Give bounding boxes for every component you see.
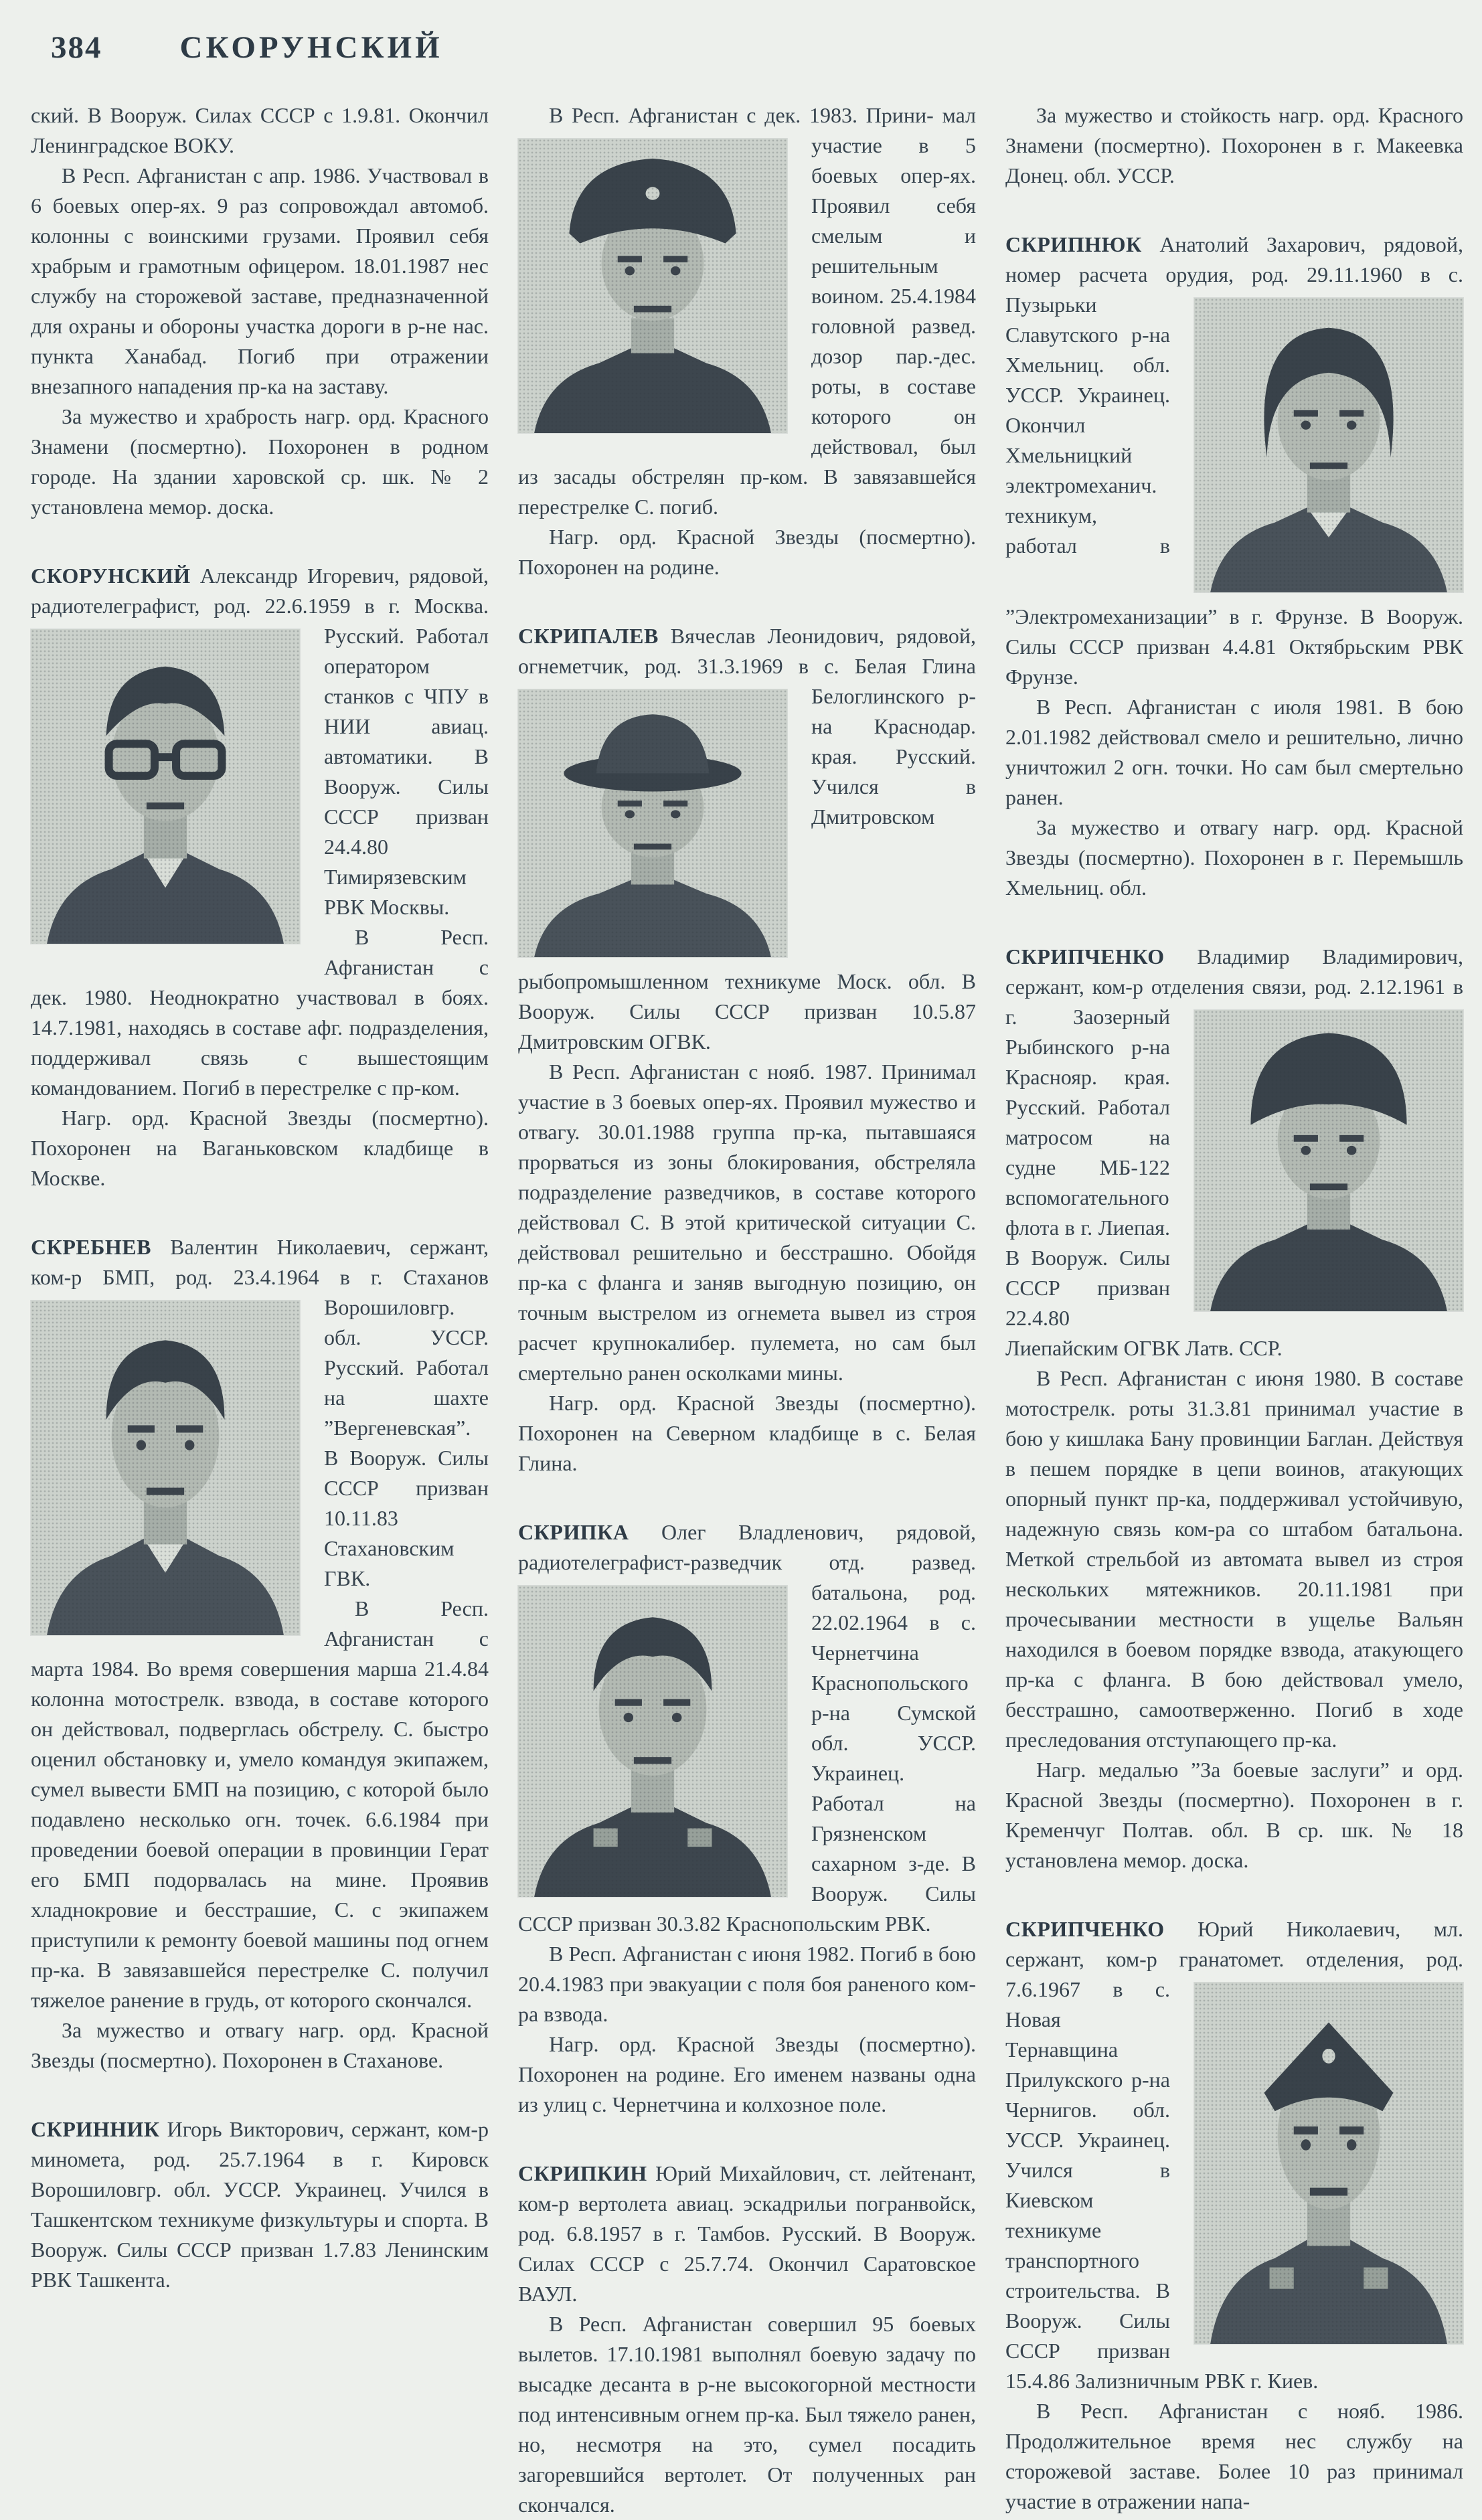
paragraph: В Респ. Афганистан с дек. 1980. Неоднократно участвовал в боях. 14.7.1981, находясь в составе афг. подразделения, поддерживал связь с вышестоящим командованием. Погиб в перестрелке с пр-ком.	[31, 925, 489, 1100]
entry-intro: Александр Игоревич, рядовой, радиотелеграфист, род. 22.6.1959 в	[31, 564, 489, 618]
portrait-photo-beret	[518, 139, 787, 433]
paragraph: В Респ. Афганистан с июня 1980. В составе мотострелк. роты 31.3.81 принимал участие в бою у кишлака Бану провинции Баглан. Действуя в пешем порядке в цепи воинов, атакующих опорный пункт пр-ка, поддерживал устойчивую, надежную связь ком-ра со штабом батальона. Меткой стрельбой из автомата вывел из строя нескольких мятежников. 20.11.1981 при прочесывании местности в ущелье Вальян находился в боевом порядке взвода, атакующего пр-ка с фланга. В бою действовал умело, бесстрашно, самоотверженно. Погиб в ходе преследования отступающего пр-ка.	[1005, 1366, 1463, 1752]
entry-intro: Игорь Викторович, сержант, ком-р миномета, род. 25.7.1964 в г. Кировск Ворошиловгр. обл. УССР. Украинец. Учился в Ташкентском техникуме физкультуры и спорта. В Вооруж. Силы СССР призван 1.7.83 Ленинским РВК Ташкента.	[31, 2117, 489, 2292]
entry-text: 29.11.1960 в с. Пузырьки Славутского р-на Хмельниц. обл. УССР. Украинец. Окончил Хмельницкий электромеханич. техникум, работал в ”Электромеханизации” в г. Фрунзе. В Вооруж. Силы СССР призван 4.4.81 Октябрьским РВК Фрунзе.	[1005, 262, 1464, 689]
paragraph: В Респ. Афганистан с июня 1982. Погиб в бою 20.4.1983 при эвакуации с поля боя раненого ком-ра взвода.	[518, 1942, 976, 2026]
portrait-photo-civilian	[1194, 298, 1463, 592]
entry-headword: СКРЕБНЕВ	[31, 1235, 151, 1259]
entry-skorunsky	[31, 561, 489, 1193]
entry-text: род. 7.6.1967 в с. Новая Тернавщина Прилукского р-на Чернигов. обл. УССР. Украинец. Учился в Киевском техникуме транспортного строительства. В Вооруж. Силы СССР призван 15.4.86 Зализничным РВК г. Киев.	[1005, 1947, 1464, 2393]
entry-head	[1005, 230, 1463, 692]
entry-head	[31, 1232, 489, 1594]
portrait-photo-helmet	[1194, 1010, 1463, 1311]
column-1	[31, 100, 489, 2520]
portrait-photo-plain	[31, 1300, 300, 1635]
entry-skripchenko-vladimir	[1005, 942, 1463, 1875]
entry-text: Стаханов Ворошиловгр. обл. УССР. Русский. Работал на шахте ”Вергеневская”. В Вооруж. Силы СССР призван 10.11.83 Стахановским ГВК.	[324, 1265, 489, 1590]
entry-intro: Анатолий Захарович, рядовой, номер расчета орудия, род.	[1005, 232, 1464, 286]
entry-skrinnik	[31, 2114, 489, 2295]
portrait-photo-garrison-cap	[1194, 1983, 1463, 2344]
entry-skripnyuk	[1005, 230, 1463, 903]
portrait-photo-hat	[518, 689, 787, 957]
entry-intro: Вячеслав Леонидович, рядовой, огнеметчик, род. 31.3.1969 в с. Белая	[518, 624, 977, 678]
entry-skripalev	[518, 621, 976, 1479]
entry-skripchenko-yury	[1005, 1914, 1463, 2517]
entry-head	[1005, 1914, 1463, 2396]
entry-text: 2.12.1961 в г. Заозерный Рыбинского р-на Краснояр. края. Русский. Работал матросом на судне МБ-122 вспомогательного флота в г. Лиепая. В Вооруж. Силы СССР призван 22.4.80 Лиепайским ОГВК Латв. ССР.	[1005, 975, 1464, 1360]
entry-intro: Юрий Михайлович, ст. лейтенант, ком-р вертолета авиац. эскадрильи погранвойск, род. 6.8.1957 в г. Тамбов. Русский. В Вооруж. Силах СССР с 25.7.74. Окончил Саратовское ВАУЛ.	[518, 2161, 977, 2306]
column-2	[518, 100, 976, 2520]
entry-skripkin	[518, 2159, 976, 2520]
entry-intro: Валентин Николаевич, сержант, ком-р БМП, род. 23.4.1964 в г.	[31, 1235, 489, 1289]
entry-headword: СКРИПЧЕНКО	[1005, 1917, 1165, 1941]
entry-head	[518, 621, 976, 1057]
columns	[31, 100, 1465, 2520]
entry-head	[518, 1517, 976, 1939]
entry-skrebnev	[31, 1232, 489, 2076]
paragraph: За мужество и отвагу нагр. орд. Красной Звезды (посмертно). Похоронен в Стаханове.	[31, 2018, 489, 2072]
entry-text: Глина Белоглинского р-на Краснодар. края. Русский. Учился в Дмитровском рыбопромышленном техникуме Моск. обл. В Вооруж. Силы СССР призван 10.5.87 Дмитровским ОГВК.	[518, 654, 976, 1054]
paragraph: Нагр. орд. Красной Звезды (посмертно). Похоронен на родине. Его именем названы одна из улиц с. Чернетчина и колхозное поле.	[518, 2032, 976, 2116]
paragraph: В Респ. Афганистан с нояб. 1987. Принимал участие в 3 боевых опер-ях. Проявил мужество и отвагу. 30.01.1988 группа пр-ка, пытавшаяся прорваться из зоны блокирования, обстреляла подразделение разведчиков, в составе которого действовал С. В этой критической ситуации С. действовал решительно и бесстрашно. Обойдя пр-ка с фланга и заняв выгодную позицию, он точным выстрелом из огнемета вывел из строя расчет крупнокалибер. пулемета, но сам был смертельно ранен осколками мины.	[518, 1060, 976, 1385]
entry-intro: Олег Владленович, рядовой, радиотелеграфист-разведчик отд. развед.	[518, 1520, 977, 1574]
entry-intro: В Респ. Афганистан с дек. 1983. Прини-	[549, 103, 934, 127]
portrait-photo-uniform	[518, 1586, 787, 1897]
paragraph: В Респ. Афганистан с марта 1984. Во время совершения марша 21.4.84 колонна мотострелк. взвода, в составе которого он действовал, подверглась обстрелу. С. быстро оценил обстановку и, умело командуя экипажем, сумел вывести БМП на позицию, с которой было подавлено несколько огн. точек. 6.6.1984 при проведении боевой операции в провинции Герат его БМП подорвалась на мине. Проявив хладнокровие и бесстрашие, С. с экипажем приступили к ремонту боевой машины под огнем пр-ка. В завязавшейся перестрелке С. получил тяжелое ранение в грудь, от которого скончался.	[31, 1596, 489, 2012]
entry-continuation	[31, 100, 489, 522]
entry-skripka	[518, 1517, 976, 2120]
entry-headword: СКРИПЧЕНКО	[1005, 944, 1165, 969]
paragraph: Нагр. орд. Красной Звезды (посмертно). Похоронен на Ваганьковском кладбище в Москве.	[31, 1106, 489, 1190]
entry-headword: СКРИПКИН	[518, 2161, 647, 2185]
paragraph: В Респ. Афганистан с апр. 1986. Участвовал в 6 боевых опер-ях. 9 раз сопровождал автомоб. колонны с воинскими грузами. Проявил себя храбрым и грамотным офицером. 18.01.1987 нес службу на сторожевой заставе, предназначенной для охраны и обороны участка дороги в р-не нас. пункта Ханабад. Погиб при отражении внезапного нападения пр-ка на заставу.	[31, 163, 489, 398]
entry-text: г. Москва. Русский. Работал оператором станков с ЧПУ в НИИ авиац. автоматики. В Вооруж. Силы СССР призван 24.4.80 Тимирязевским РВК Москвы.	[324, 594, 489, 919]
page-number: 384	[51, 30, 102, 65]
entry-continuation	[1005, 100, 1463, 191]
paragraph: ский. В Вооруж. Силах СССР с 1.9.81. Окончил Ленинградское ВОКУ.	[31, 103, 489, 157]
entry-continuation	[518, 100, 976, 582]
paragraph: За мужество и стойкость нагр. орд. Красного Знамени (посмертно). Похоронен в г. Макеевка Донец. обл. УССР.	[1005, 103, 1463, 187]
entry-head	[31, 2114, 489, 2295]
paragraph: В Респ. Афганистан с июля 1981. В бою 2.01.1982 действовал смело и решительно, лично уничтожил 2 огн. точки. Но сам был смертельно ранен.	[1005, 695, 1463, 809]
paragraph: Нагр. орд. Красной Звезды (посмертно). Похоронен на родине.	[518, 525, 976, 579]
paragraph: Нагр. орд. Красной Звезды (посмертно). Похоронен на Северном кладбище в с. Белая Глина.	[518, 1391, 976, 1475]
running-title: СКОРУНСКИЙ	[179, 30, 443, 65]
portrait-photo-glasses	[31, 629, 300, 944]
entry-intro: Юрий Николаевич, мл. сержант, ком-р гранатомет. отделения,	[1005, 1917, 1463, 1971]
column-3	[1005, 100, 1463, 2520]
entry-headword: СКРИПНЮК	[1005, 232, 1142, 256]
paragraph: В Респ. Афганистан совершил 95 боевых вылетов. 17.10.1981 выполнял боевую задачу по высадке десанта в р-не высокогорной местности под интенсивным огнем пр-ка. Был тяжело ранен, но, несмотря на это, сумел посадить загоревшийся вертолет. От полученных ран скончался.	[518, 2312, 976, 2517]
entry-head	[518, 100, 976, 522]
paragraph: За мужество и храбрость нагр. орд. Красного Знамени (посмертно). Похоронен в родном городе. На здании харовской ср. шк. № 2 установлена мемор. доска.	[31, 404, 489, 519]
paragraph: За мужество и отвагу нагр. орд. Красной Звезды (посмертно). Похоронен в г. Перемышль Хмельниц. обл.	[1005, 815, 1463, 900]
entry-head	[518, 2159, 976, 2309]
entry-head	[1005, 942, 1463, 1363]
entry-headword: СКРИПКА	[518, 1520, 629, 1544]
entry-text: мал участие в 5 боевых опер-ях. Проявил себя смелым и решительным воином. 25.4.1984 головной развед. дозор пар.-дес. роты, в составе которого он действовал, был из засады обстрелян пр-ком. В завязавшейся перестрелке С. погиб.	[518, 103, 977, 519]
entry-headword: СКОРУНСКИЙ	[31, 564, 191, 588]
page-header	[51, 29, 1465, 66]
entry-intro: Владимир Владимирович, сержант, ком-р отделения связи, род.	[1005, 944, 1464, 999]
entry-headword: СКРИННИК	[31, 2117, 160, 2141]
paragraph: В Респ. Афганистан с нояб. 1986. Продолжительное время нес службу на сторожевой заставе. Более 10 раз принимал участие в отражении напа-	[1005, 2399, 1463, 2513]
entry-text: батальона, род. 22.02.1964 в с. Чернетчина Краснопольского р-на Сумской обл. УССР. Украинец. Работал на Грязненском сахарном з-де. В Вооруж. Силы СССР призван 30.3.82 Краснопольским РВК.	[518, 1580, 976, 1936]
entry-head	[31, 561, 489, 922]
entry-headword: СКРИПАЛЕВ	[518, 624, 659, 648]
paragraph: Нагр. медалью ”За боевые заслуги” и орд. Красной Звезды (посмертно). Похоронен в г. Кременчуг Полтав. обл. В ср. шк. № 18 установлена мемор. доска.	[1005, 1758, 1463, 1872]
